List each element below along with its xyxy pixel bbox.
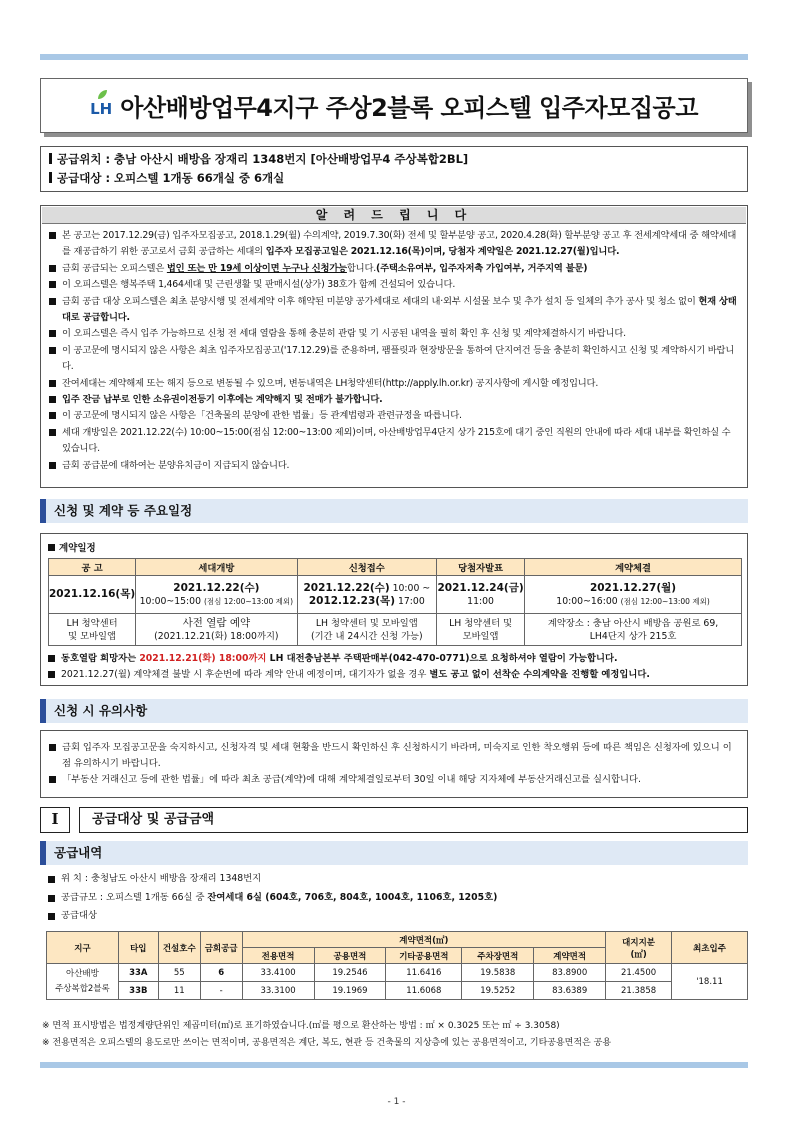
- supply-scale: 공급규모 : 오피스텔 1개동 66실 중 잔여세대 6실 (604호, 706호, 804호, 1004호, 1106호, 1205호): [48, 889, 748, 908]
- supply-info: [48, 870, 748, 926]
- schedule-box: [40, 533, 748, 686]
- schedule-note: 동호열람 희망자는 2021.12.21(화) 18:00까지 LH 대전충남본부 주택판매부(042-470-0771)으로 요청하셔야 열람이 가능합니다.: [48, 651, 740, 667]
- header-units: 건설호수: [158, 932, 200, 964]
- location-line: 공급위치 : 충남 아산시 배방읍 장재리 1348번지 [아산배방업무4 주상복합2BL]: [49, 150, 739, 169]
- part-number: I: [40, 807, 70, 833]
- area-cell: 83.8900: [534, 964, 606, 982]
- caution-item: 「부동산 거래신고 등에 관한 법률」에 따라 최초 공급(계약)에 대해 계약체결일로부터 30일 이내 해당 지자체에 부동산거래신고를 실시합니다.: [49, 772, 739, 788]
- district-cell: 아산배방 주상복합2블록: [47, 964, 119, 1000]
- move-in-cell: '18.11: [672, 964, 748, 1000]
- area-cell: 19.5838: [462, 964, 534, 982]
- area-cell: 19.5252: [462, 982, 534, 1000]
- top-stripe: [40, 54, 748, 60]
- notice-item: 이 공고문에 명시되지 않은 사항은「건축물의 분양에 관한 법률」등 관계법령과 관련규정을 따릅니다.: [49, 408, 739, 424]
- notice-item: 금회 공급되는 오피스텔은 법인 또는 만 19세 이상이면 누구나 신청가능합니다.(주택소유여부, 입주자저축 가입여부, 거주지역 불문): [49, 261, 739, 277]
- table-row: [47, 982, 748, 1000]
- col-header: 계약체결: [525, 559, 742, 576]
- supply-cell: -: [200, 982, 242, 1000]
- header-sub: 전용면적: [242, 948, 314, 964]
- page-number: - 1 -: [387, 1097, 406, 1107]
- header-sub: 기타공용면적: [386, 948, 462, 964]
- open-method: 사전 열람 예약 (2021.12.21(화) 18:00까지): [136, 614, 297, 646]
- header-sub: 주차장면적: [462, 948, 534, 964]
- supply-heading: 공급내역: [40, 841, 748, 865]
- caution-box: [40, 730, 748, 798]
- header-sub: 계약면적: [534, 948, 606, 964]
- page-title: 아산배방업무4지구 주상2블록 오피스텔 입주자모집공고: [120, 94, 698, 122]
- contract-place: 계약장소 : 충남 아산시 배방읍 공원로 69, LH4단지 상가 215호: [525, 614, 742, 646]
- caution-heading: 신청 시 유의사항: [40, 699, 748, 723]
- notice-item: 금회 공급분에 대하여는 분양유치금이 지급되지 않습니다.: [49, 458, 739, 474]
- bar-icon: [49, 153, 52, 164]
- supply-target: 공급대상: [48, 907, 748, 926]
- header-move-in: 최초입주: [672, 932, 748, 964]
- land-cell: 21.4500: [606, 964, 672, 982]
- schedule-label: 계약일정: [48, 540, 740, 554]
- col-header: 공 고: [49, 559, 136, 576]
- notice-date: 2021.12.16(목): [49, 576, 136, 614]
- location-box: [40, 146, 748, 192]
- winner-method: LH 청약센터 및 모바일앱: [437, 614, 525, 646]
- units-cell: 11: [158, 982, 200, 1000]
- notice-item: 세대 개방일은 2021.12.22(수) 10:00~15:00(점심 12:00~13:00 제외)이며, 아산배방업무4단지 상가 215호에 대기 중인 직원의 안내에 따라 세대 내부를 확인하실 수 있습니다.: [49, 425, 739, 458]
- notice-box: [40, 205, 748, 488]
- area-cell: 33.3100: [242, 982, 314, 1000]
- schedule-table: [48, 558, 742, 646]
- footnote: ※ 면적 표시방법은 법정계량단위인 제곱미터(㎡)로 표기하였습니다.(㎡를 평으로 환산하는 방법 : ㎡ × 0.3025 또는 ㎡ ÷ 3.3058): [42, 1021, 560, 1031]
- contract-cell: 2021.12.27(월) 10:00~16:00 (점심 12:00~13:00 제외): [525, 576, 742, 614]
- schedule-note: 2021.12.27(월) 계약체결 불발 시 후순번에 따라 계약 안내 예정이며, 대기자가 없을 경우 별도 공고 없이 선착순 수의계약을 진행할 예정입니다.: [48, 667, 740, 683]
- notice-heading: 알 려 드 립 니 다: [42, 207, 746, 224]
- header-area: 계약면적(㎡): [242, 932, 606, 948]
- notice-item: 잔여세대는 계약해제 또는 해지 등으로 변동될 수 있으며, 변동내역은 LH청약센터(http://apply.lh.or.kr) 공지사항에 게시할 예정입니다.: [49, 376, 739, 392]
- area-cell: 83.6389: [534, 982, 606, 1000]
- schedule-heading: 신청 및 계약 등 주요일정: [40, 499, 748, 523]
- table-row: [47, 964, 748, 982]
- footnotes: [42, 1018, 750, 1052]
- square-icon: [48, 544, 55, 551]
- type-cell: 33B: [118, 982, 158, 1000]
- col-header: 신청접수: [297, 559, 437, 576]
- supply-cell: 6: [200, 964, 242, 982]
- lh-logo: LH: [90, 100, 112, 118]
- target-line: 공급대상 : 오피스텔 1개동 66개실 중 6개실: [49, 169, 739, 188]
- header-type: 타입: [118, 932, 158, 964]
- notice-item: 본 공고는 2017.12.29(금) 입주자모집공고, 2018.1.29(월) 수의계약, 2019.7.30(화) 전세 및 할부분양 공고, 2020.4.28(화) 할부분양 공고 후 전세계약세대 중 해약세대를 재공급하기 위한 공고로서 금회 공급하는 세대의 입주자 모집공고일은 2021.12.16(목)이며, 당첨자 계약일은 2021.12.27(월)입니다.: [49, 228, 739, 261]
- supply-location: 위 치 : 충청남도 아산시 배방읍 장재리 1348번지: [48, 870, 748, 889]
- notice-item: 금회 공급 대상 오피스텔은 최초 분양시행 및 전세계약 이후 해약된 미분양 공가세대로 세대의 내·외부 시설물 보수 및 추가 설치 등 일체의 추가 공사 및 청소 없이 현재 상태대로 공급합니다.: [49, 294, 739, 327]
- area-cell: 19.2546: [314, 964, 386, 982]
- title-banner: [40, 78, 748, 133]
- notice-item: 입주 잔금 납부로 인한 소유권이전등기 이후에는 계약해지 및 전매가 불가합니다.: [49, 392, 739, 408]
- col-header: 당첨자발표: [437, 559, 525, 576]
- land-cell: 21.3858: [606, 982, 672, 1000]
- apply-method: LH 청약센터 및 모바일앱 (기간 내 24시간 신청 가능): [297, 614, 437, 646]
- area-cell: 11.6068: [386, 982, 462, 1000]
- caution-item: 금회 입주자 모집공고문을 숙지하시고, 신청자격 및 세대 현황을 반드시 확인하신 후 신청하시기 바라며, 미숙지로 인한 착오행위 등에 따른 책임은 신청자에 있으니 이 점 유의하시기 바랍니다.: [49, 740, 739, 772]
- winner-cell: 2021.12.24(금) 11:00: [437, 576, 525, 614]
- schedule-notes: [48, 651, 740, 683]
- area-cell: 11.6416: [386, 964, 462, 982]
- notice-item: 이 오피스텔은 즉시 입주 가능하므로 신청 전 세대 열람을 통해 충분히 관람 및 기 시공된 내역을 필히 확인 후 신청 및 계약체결하시기 바랍니다.: [49, 326, 739, 342]
- notice-item: 이 공고문에 명시되지 않은 사항은 최초 입주자모집공고('17.12.29)를 준용하며, 팸플릿과 현장방문을 통하여 단지여건 등을 충분히 확인하시고 신청 및 계약하시기 바랍니다.: [49, 343, 739, 376]
- bottom-stripe: [40, 1062, 748, 1068]
- header-sub: 공용면적: [314, 948, 386, 964]
- bar-icon: [49, 172, 52, 183]
- apply-cell: 2021.12.22(수) 10:00 ~ 2012.12.23(목) 17:00: [297, 576, 437, 614]
- header-supply: 금회공급: [200, 932, 242, 964]
- part-title: 공급대상 및 공급금액: [79, 807, 748, 833]
- header-land: 대지지분 (㎡): [606, 932, 672, 964]
- leaf-icon: [98, 90, 107, 99]
- supply-table: [46, 931, 748, 1000]
- type-cell: 33A: [118, 964, 158, 982]
- col-header: 세대개방: [136, 559, 297, 576]
- open-cell: 2021.12.22(수) 10:00~15:00 (점심 12:00~13:00 제외): [136, 576, 297, 614]
- notice-method: LH 청약센터 및 모바일앱: [49, 614, 136, 646]
- notice-list: [41, 225, 747, 474]
- footnote: ※ 전용면적은 오피스텔의 용도로만 쓰이는 면적이며, 공용면적은 계단, 복도, 현관 등 건축물의 지상층에 있는 공용면적이고, 기타공용면적은 공용: [42, 1038, 612, 1048]
- area-cell: 33.4100: [242, 964, 314, 982]
- notice-item: 이 오피스텔은 행복주택 1,464세대 및 근린생활 및 판매시설(상가) 38호가 함께 건설되어 있습니다.: [49, 277, 739, 293]
- area-cell: 19.1969: [314, 982, 386, 1000]
- header-district: 지구: [47, 932, 119, 964]
- units-cell: 55: [158, 964, 200, 982]
